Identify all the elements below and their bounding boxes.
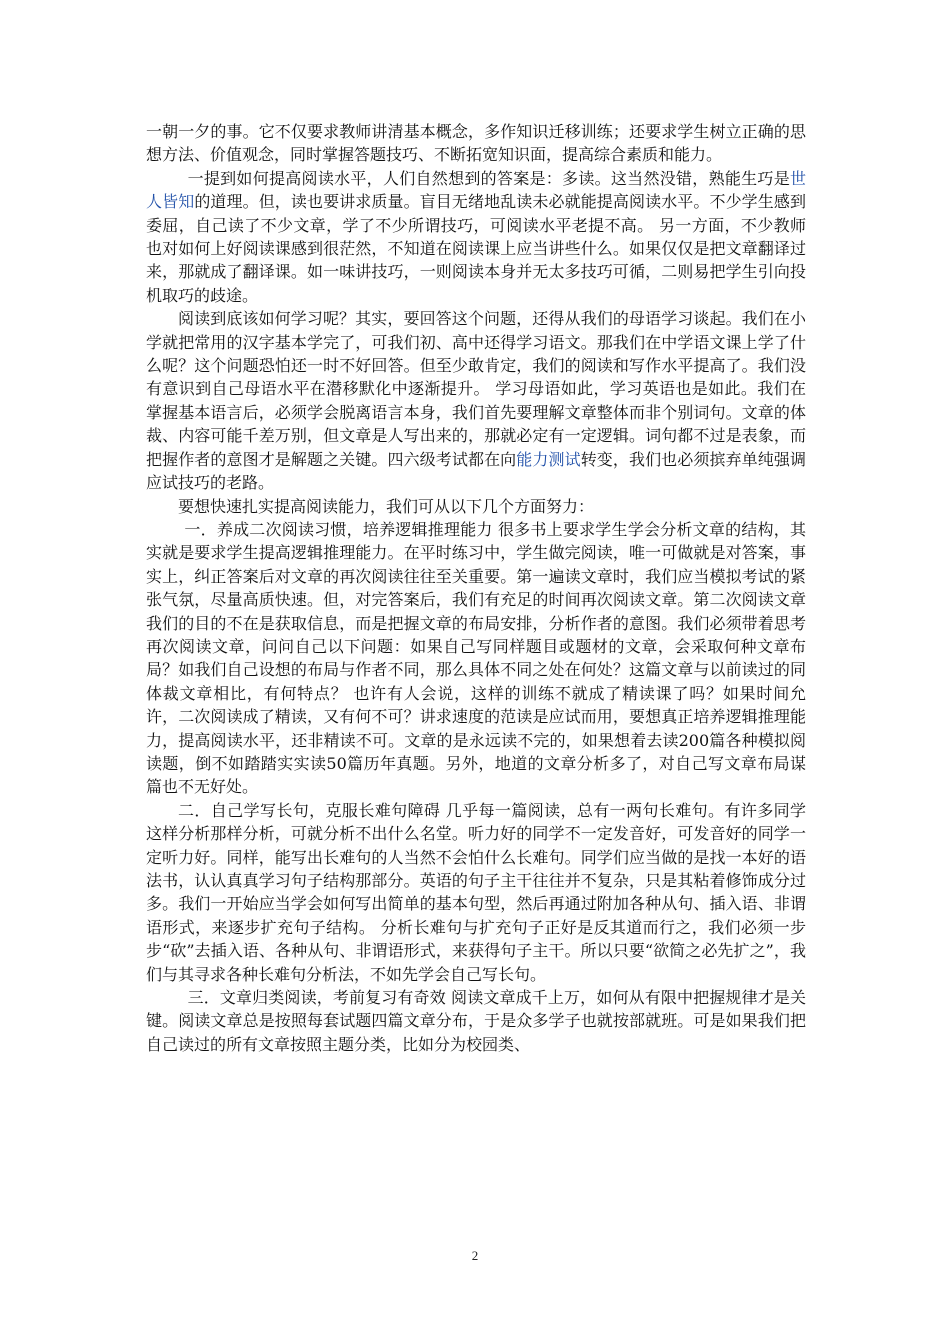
paragraph-7-text: 三．文章归类阅读，考前复习有奇效 阅读文章成千上万，如何从有限中把握规律才是关键。阅读文章总是按照每套试题四篇文章分布，于是众多学子也就按部就班。可是如果我们把自己读过的所有文章按照主题分类，比如分为校园类、	[146, 988, 806, 1054]
paragraph-1	[146, 120, 806, 167]
paragraph-3-text-before: 阅读到底该如何学习呢？其实，要回答这个问题，还得从我们的母语学习谈起。我们在小学就把常用的汉字基本学完了，可我们初、高中还得学习语文。那我们在中学语文课上学了什么呢？这个问题恐怕还一时不好回答。但至少敢肯定，我们的阅读和写作水平提高了。我们没有意识到自己母语水平在潜移默化中逐渐提升。 学习母语如此，学习英语也是如此。我们在掌握基本语言后，必须学会脱离语言本身，我们首先要理解文章整体而非个别词句。文章的体裁、内容可能千差万别，但文章是人写出来的，那就必定有一定逻辑。词句都不过是表象，而把握作者的意图才是解题之关键。四六级考试都在向	[146, 309, 806, 469]
paragraph-2	[146, 167, 806, 307]
paragraph-6	[146, 799, 806, 986]
paragraph-6-text: 二．自己学写长句，克服长难句障碍 几乎每一篇阅读，总有一两句长难句。有许多同学这样分析那样分析，可就分析不出什么名堂。听力好的同学不一定发音好，可发音好的同学一定听力好。同样，能写出长难句的人当然不会怕什么长难句。同学们应当做的是找一本好的语法书，认认真真学习句子结构那部分。英语的句子主干往往并不复杂，只是其粘着修饰成分过多。我们一开始应当学会如何写出简单的基本句型，然后再通过附加各种从句、插入语、非谓语形式，来逐步扩充句子结构。 分析长难句与扩充句子正好是反其道而行之，我们必须一步步“砍”去插入语、各种从句、非谓语形式，来获得句子主干。所以只要“欲简之必先扩之”，我们与其寻求各种长难句分析法，不如先学会自己写长句。	[146, 800, 806, 984]
paragraph-4-text: 要想快速扎实提高阅读能力，我们可从以下几个方面努力：	[178, 496, 595, 516]
link-neng-li-ce-shi[interactable]: 能力测试	[516, 449, 581, 469]
paragraph-3-text-after: 转变，我们也必须摈弃单纯强调应试技巧的老路。	[146, 449, 806, 493]
paragraph-3	[146, 307, 806, 494]
paragraph-7	[146, 986, 806, 1056]
paragraph-2-text-before: 一提到如何提高阅读水平，人们自然想到的答案是：多读。这当然没错，熟能生巧是	[187, 168, 790, 188]
paragraph-4	[146, 495, 806, 518]
paragraph-2-text-after: 的道理。但，读也要讲求质量。盲目无绪地乱读未必就能提高阅读水平。不少学生感到委屈，自己读了不少文章，学了不少所谓技巧，可阅读水平老提不高。 另一方面，不少教师也对如何上好阅读课感到很茫然，不知道在阅读课上应当讲些什么。如果仅仅是把文章翻译过来，那就成了翻译课。如一味讲技巧，一则阅读本身并无太多技巧可循，二则易把学生引向投机取巧的歧途。	[146, 192, 806, 305]
paragraph-5	[146, 518, 806, 799]
paragraph-5-text: 一．养成二次阅读习惯，培养逻辑推理能力 很多书上要求学生学会分析文章的结构，其实就是要求学生提高逻辑推理能力。在平时练习中，学生做完阅读，唯一可做就是对答案，事实上，纠正答案后对文章的再次阅读往往至关重要。第一遍读文章时，我们应当模拟考试的紧张气氛，尽量高质快速。但，对完答案后，我们有充足的时间再次阅读文章。第二次阅读文章我们的目的不在是获取信息，而是把握文章的布局安排，分析作者的意图。我们必须带着思考再次阅读文章，问问自己以下问题：如果自己写同样题目或题材的文章，会采取何种文章布局？如我们自己设想的布局与作者不同，那么具体不同之处在何处？这篇文章与以前读过的同体裁文章相比，有何特点？ 也许有人会说，这样的训练不就成了精读课了吗？如果时间允许，二次阅读成了精读，又有何不可？讲求速度的范读是应试而用，要想真正培养逻辑推理能力，提高阅读水平，还非精读不可。文章的是永远读不完的，如果想着去读200篇各种模拟阅读题，倒不如踏踏实实读50篇历年真题。另外，地道的文章分析多了，对自己写文章布局谋篇也不无好处。	[146, 519, 806, 797]
paragraph-1-text: 一朝一夕的事。它不仅要求教师讲清基本概念，多作知识迁移训练；还要求学生树立正确的思想方法、价值观念，同时掌握答题技巧、不断拓宽知识面，提高综合素质和能力。	[146, 122, 806, 165]
link-shi-ren-jie-zhi[interactable]: 世人皆知	[146, 168, 806, 212]
page-number: 2	[471, 1248, 479, 1263]
document-body	[146, 120, 806, 1056]
